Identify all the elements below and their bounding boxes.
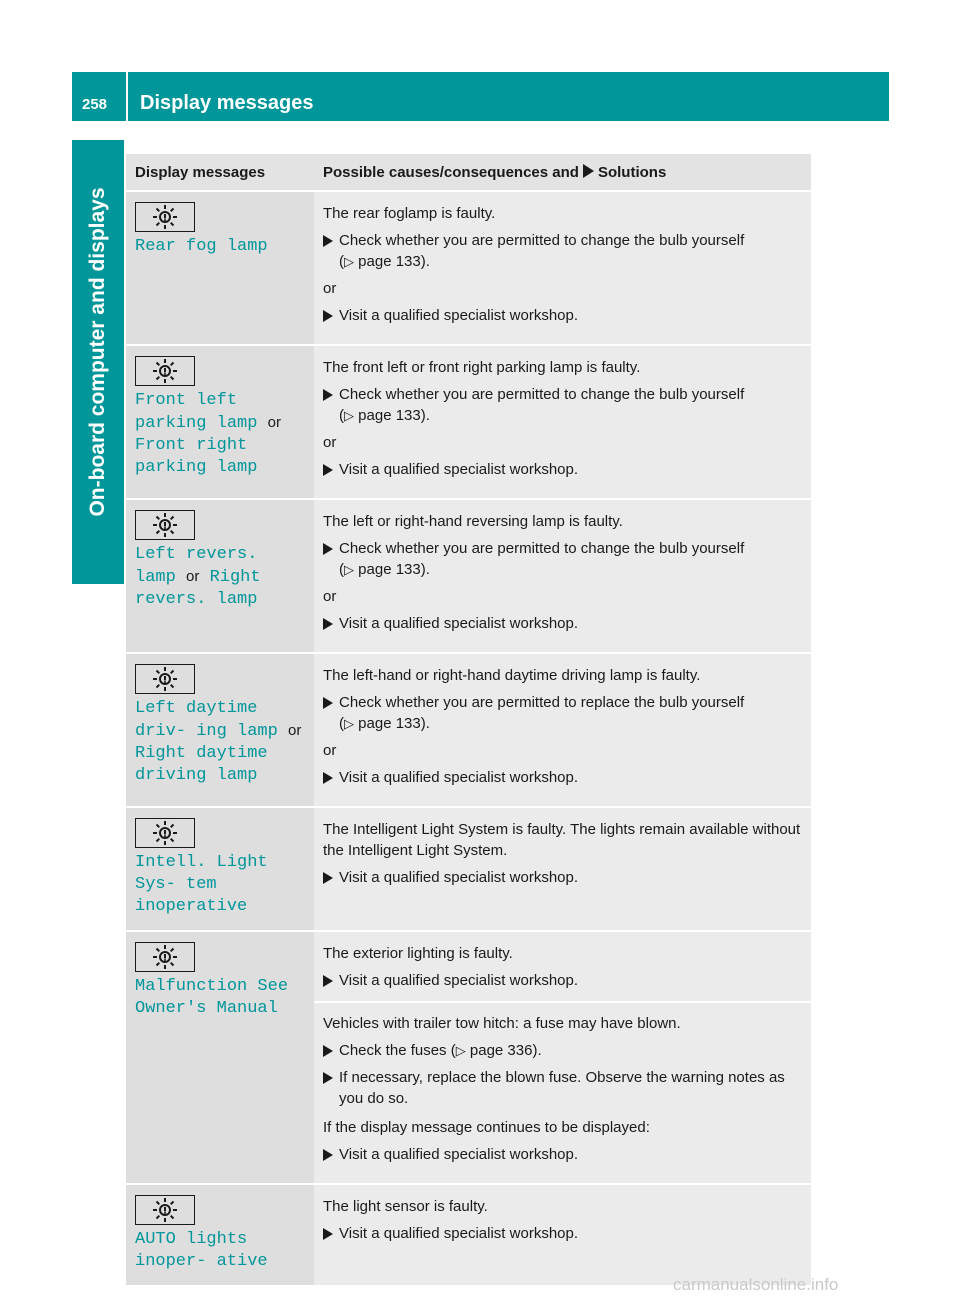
arrow-icon (323, 975, 333, 987)
table-row (126, 931, 811, 1184)
arrow-icon (323, 1228, 333, 1240)
step (323, 970, 805, 991)
step-text: Visit a qualified specialist workshop. (339, 615, 579, 632)
step-text: Check the fuses ( (339, 1042, 456, 1059)
step (323, 1067, 805, 1109)
page-reference: page 133). (358, 253, 430, 270)
display-message-text: AUTO lights inoper‑ ative (135, 1230, 268, 1271)
display-message-text: Left revers. lamp or Right revers. lamp (135, 545, 261, 609)
message-cell (126, 191, 314, 345)
step-text: Visit a qualified specialist workshop. (339, 972, 579, 989)
table-row (126, 1184, 811, 1286)
message-cell (126, 345, 314, 499)
page-reference: page 133). (358, 715, 430, 732)
table-row (126, 345, 811, 499)
header-bar (72, 72, 889, 121)
cause-text: The left-hand or right-hand daytime driving lamp is faulty. (323, 667, 701, 684)
cause-text: Vehicles with trailer tow hitch: a fuse may have blown. (323, 1015, 681, 1032)
arrow-icon (323, 464, 333, 476)
cause-text: The left or right-hand reversing lamp is faulty. (323, 513, 623, 530)
step (323, 1223, 805, 1244)
solution-cell (314, 345, 811, 499)
arrow-icon (323, 389, 333, 401)
solutions-header-suffix: Solutions (597, 164, 667, 181)
step-text: Check whether you are permitted to change the bulb yourself (339, 386, 745, 403)
solution-cell (314, 807, 811, 931)
message-cell (126, 931, 314, 1184)
arrow-icon (323, 1149, 333, 1161)
step: Check whether you are permitted to change the bulb yourself (▷ page 133). (323, 230, 805, 272)
message-cell (126, 807, 314, 931)
page-ref-icon: ▷ (455, 1043, 466, 1058)
solution-cell (314, 191, 811, 345)
page-ref-icon: ▷ (344, 716, 354, 731)
step: Check whether you are permitted to change the bulb yourself (▷ page 133). (323, 538, 805, 580)
watermark: carmanualsonline.info (673, 1275, 839, 1294)
solution-cell (314, 653, 811, 807)
lamp-fault-icon (135, 664, 195, 694)
table-row (126, 653, 811, 807)
table-row (126, 807, 811, 931)
or-connector: or (186, 568, 200, 585)
display-message-text: Malfunction See Owner's Manual (135, 977, 289, 1018)
solution-cell (314, 499, 811, 653)
display-message-text: Front left parking lamp or Front right parking lamp (135, 391, 281, 477)
column-header-solutions (314, 154, 811, 191)
table-header-row (126, 154, 811, 191)
cause-text: The rear foglamp is faulty. (323, 205, 496, 222)
arrow-icon (323, 618, 333, 630)
step-text: Visit a qualified specialist workshop. (339, 1225, 579, 1242)
page-number: 258 (82, 96, 108, 113)
column-header-messages: Display messages (126, 154, 314, 191)
or-connector: or (288, 722, 302, 739)
arrow-icon (323, 235, 333, 247)
step (323, 1144, 805, 1165)
or-text: or (323, 588, 337, 605)
solution-cell (314, 1184, 811, 1286)
cause-text: The front left or front right parking lamp is faulty. (323, 359, 641, 376)
step (323, 305, 805, 326)
step (323, 459, 805, 480)
cause-text: The Intelligent Light System is faulty. The lights remain available without the Intelligent Light System. (323, 821, 801, 859)
step: Check whether you are permitted to replace the bulb yourself (▷ page 133). (323, 692, 805, 734)
solutions-header-prefix: Possible causes/consequences and (323, 164, 579, 181)
page-reference: page 336). (469, 1042, 542, 1059)
solution-cell (314, 931, 811, 1184)
lamp-fault-icon (135, 202, 195, 232)
display-message-text: Rear fog lamp (135, 237, 268, 256)
table-row (126, 191, 811, 345)
step-text: Check whether you are permitted to change the bulb yourself (339, 232, 745, 249)
step (323, 1040, 805, 1061)
or-text: or (323, 280, 337, 297)
cause-text: The exterior lighting is faulty. (323, 945, 513, 962)
lamp-fault-icon (135, 942, 195, 972)
sub-row-divider (314, 1001, 811, 1003)
or-text: or (323, 742, 337, 759)
or-text: or (323, 434, 337, 451)
section-title: Display messages (140, 92, 314, 114)
side-tab-label: On-board computer and displays (86, 187, 109, 517)
step-text: Visit a qualified specialist workshop. (339, 1146, 579, 1163)
step (323, 867, 805, 888)
arrow-icon (323, 697, 333, 709)
page-reference: page 133). (358, 561, 430, 578)
arrow-icon (323, 772, 333, 784)
step-text: Visit a qualified specialist workshop. (339, 869, 579, 886)
table-row (126, 499, 811, 653)
arrow-icon (323, 543, 333, 555)
arrow-icon (323, 1072, 333, 1084)
cause-text: The light sensor is faulty. (323, 1198, 488, 1215)
step (323, 767, 805, 788)
step-text: Visit a qualified specialist workshop. (339, 307, 579, 324)
page-ref-icon: ▷ (344, 254, 354, 269)
step-text: Visit a qualified specialist workshop. (339, 461, 579, 478)
display-message-text: Intell. Light Sys‑ tem inoperative (135, 853, 268, 916)
or-connector: or (267, 414, 281, 431)
step (323, 613, 805, 634)
display-messages-table (126, 154, 811, 1287)
step: Check whether you are permitted to change the bulb yourself (▷ page 133). (323, 384, 805, 426)
display-message-text: Left daytime driv‑ ing lamp or Right daytime driving lamp (135, 699, 302, 785)
message-cell (126, 1184, 314, 1286)
message-cell (126, 653, 314, 807)
lamp-fault-icon (135, 356, 195, 386)
step-text: Check whether you are permitted to replace the bulb yourself (339, 694, 745, 711)
page-reference: page 133). (358, 407, 430, 424)
condition-text: If the display message continues to be displayed: (323, 1119, 650, 1136)
header-divider (126, 72, 128, 121)
lamp-fault-icon (135, 818, 195, 848)
step-text: Check whether you are permitted to change the bulb yourself (339, 540, 745, 557)
lamp-fault-icon (135, 510, 195, 540)
arrow-icon (323, 1045, 333, 1057)
page-ref-icon: ▷ (344, 408, 354, 423)
page-ref-icon: ▷ (344, 562, 354, 577)
arrow-icon (583, 164, 594, 178)
arrow-icon (323, 872, 333, 884)
arrow-icon (323, 310, 333, 322)
step-text: Visit a qualified specialist workshop. (339, 769, 579, 786)
lamp-fault-icon (135, 1195, 195, 1225)
message-cell (126, 499, 314, 653)
step-text: If necessary, replace the blown fuse. Observe the warning notes as you do so. (339, 1069, 785, 1107)
